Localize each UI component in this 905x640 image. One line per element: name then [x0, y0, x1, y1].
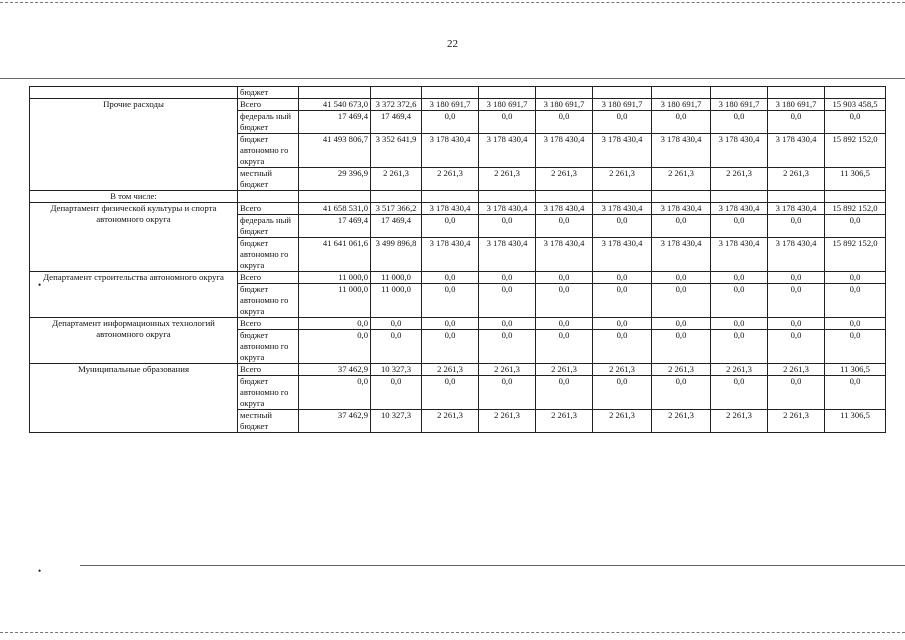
table-cell	[711, 191, 768, 203]
value-cell: 0,0	[536, 330, 593, 364]
source-cell: федераль ный бюджет	[238, 215, 299, 238]
source-cell: бюджет автономно го округа	[238, 376, 299, 410]
value-cell: 2 261,3	[768, 168, 825, 191]
source-cell: бюджет	[238, 87, 299, 99]
value-cell: 41 540 673,0	[299, 99, 371, 111]
program-name-cell: Прочие расходы	[30, 99, 238, 191]
source-cell: бюджет автономно го округа	[238, 238, 299, 272]
value-cell: 0,0	[479, 376, 536, 410]
value-cell: 0,0	[652, 376, 711, 410]
table-cell	[422, 191, 479, 203]
value-cell: 3 178 430,4	[768, 203, 825, 215]
value-cell: 0,0	[479, 330, 536, 364]
value-cell: 0,0	[593, 111, 652, 134]
value-cell: 0,0	[711, 330, 768, 364]
value-cell: 3 180 691,7	[768, 99, 825, 111]
source-cell: местный бюджет	[238, 410, 299, 433]
value-cell: 0,0	[825, 272, 886, 284]
value-cell: 3 178 430,4	[536, 203, 593, 215]
value-cell: 2 261,3	[536, 364, 593, 376]
value-cell: 0,0	[536, 111, 593, 134]
source-cell: бюджет автономно го округа	[238, 330, 299, 364]
value-cell: 11 000,0	[299, 272, 371, 284]
value-cell: 0,0	[422, 284, 479, 318]
value-cell: 0,0	[825, 284, 886, 318]
value-cell: 3 178 430,4	[536, 238, 593, 272]
value-cell: 2 261,3	[768, 410, 825, 433]
table-cell	[593, 87, 652, 99]
value-cell: 3 178 430,4	[711, 134, 768, 168]
value-cell: 11 000,0	[371, 272, 422, 284]
value-cell: 0,0	[593, 215, 652, 238]
top-scan-edge	[0, 2, 905, 3]
program-name-cell: Муниципальные образования	[30, 364, 238, 433]
value-cell: 3 372 372,6	[371, 99, 422, 111]
program-name-cell: Департамент строительства автономного округа	[30, 272, 238, 318]
value-cell: 11 306,5	[825, 410, 886, 433]
value-cell: 0,0	[371, 318, 422, 330]
value-cell: 0,0	[711, 376, 768, 410]
value-cell: 0,0	[593, 318, 652, 330]
source-cell: Всего	[238, 99, 299, 111]
value-cell: 11 000,0	[371, 284, 422, 318]
value-cell: 0,0	[711, 284, 768, 318]
table-row	[30, 203, 886, 215]
table-row	[30, 272, 886, 284]
value-cell: 15 892 152,0	[825, 203, 886, 215]
value-cell: 3 178 430,4	[711, 238, 768, 272]
value-cell: 41 493 806,7	[299, 134, 371, 168]
table-cell	[593, 191, 652, 203]
source-cell: Всего	[238, 203, 299, 215]
table-cell	[479, 191, 536, 203]
program-name-cell: Департамент физической культуры и спорта автономного округа	[30, 203, 238, 272]
table-cell	[711, 87, 768, 99]
table-row	[30, 87, 886, 99]
table-row	[30, 191, 886, 203]
table-cell	[536, 87, 593, 99]
value-cell: 0,0	[652, 330, 711, 364]
value-cell: 29 396,9	[299, 168, 371, 191]
table-cell	[479, 87, 536, 99]
value-cell: 3 178 430,4	[536, 134, 593, 168]
value-cell: 0,0	[422, 215, 479, 238]
table-cell	[299, 191, 371, 203]
table-cell	[652, 87, 711, 99]
program-name-cell: Департамент информационных технологий автономного округа	[30, 318, 238, 364]
value-cell: 0,0	[768, 284, 825, 318]
value-cell: 2 261,3	[593, 168, 652, 191]
value-cell: 15 892 152,0	[825, 238, 886, 272]
value-cell: 0,0	[652, 272, 711, 284]
source-cell: Всего	[238, 364, 299, 376]
value-cell: 0,0	[711, 111, 768, 134]
source-cell: бюджет автономно го округа	[238, 284, 299, 318]
value-cell: 0,0	[593, 376, 652, 410]
value-cell: 3 178 430,4	[593, 134, 652, 168]
value-cell: 0,0	[536, 272, 593, 284]
source-cell: Всего	[238, 318, 299, 330]
value-cell: 0,0	[825, 318, 886, 330]
value-cell: 41 641 061,6	[299, 238, 371, 272]
value-cell: 3 517 366,2	[371, 203, 422, 215]
value-cell: 0,0	[825, 215, 886, 238]
value-cell: 2 261,3	[711, 410, 768, 433]
value-cell: 0,0	[711, 215, 768, 238]
value-cell: 0,0	[299, 376, 371, 410]
footer-rule	[80, 565, 905, 566]
value-cell: 0,0	[768, 111, 825, 134]
subheader-cell: В том числе:	[30, 191, 238, 203]
value-cell: 3 178 430,4	[652, 203, 711, 215]
value-cell: 0,0	[479, 318, 536, 330]
table-row	[30, 364, 886, 376]
value-cell: 3 180 691,7	[479, 99, 536, 111]
value-cell: 2 261,3	[422, 168, 479, 191]
table-cell	[768, 87, 825, 99]
value-cell: 0,0	[422, 330, 479, 364]
value-cell: 37 462,9	[299, 410, 371, 433]
value-cell: 2 261,3	[479, 168, 536, 191]
value-cell: 2 261,3	[422, 364, 479, 376]
table-cell	[371, 87, 422, 99]
value-cell: 2 261,3	[711, 364, 768, 376]
table-cell	[238, 191, 299, 203]
value-cell: 0,0	[536, 376, 593, 410]
value-cell: 3 180 691,7	[711, 99, 768, 111]
value-cell: 3 178 430,4	[652, 238, 711, 272]
value-cell: 0,0	[422, 272, 479, 284]
value-cell: 3 178 430,4	[768, 134, 825, 168]
value-cell: 0,0	[768, 330, 825, 364]
value-cell: 0,0	[299, 330, 371, 364]
value-cell: 3 178 430,4	[479, 238, 536, 272]
value-cell: 0,0	[536, 318, 593, 330]
value-cell: 17 469,4	[299, 215, 371, 238]
table-cell	[299, 87, 371, 99]
value-cell: 0,0	[652, 284, 711, 318]
value-cell: 41 658 531,0	[299, 203, 371, 215]
value-cell: 3 178 430,4	[422, 203, 479, 215]
value-cell: 0,0	[479, 111, 536, 134]
value-cell: 10 327,3	[371, 410, 422, 433]
table-row	[30, 318, 886, 330]
value-cell: 0,0	[536, 215, 593, 238]
value-cell: 0,0	[593, 272, 652, 284]
value-cell: 2 261,3	[768, 364, 825, 376]
value-cell: 3 180 691,7	[536, 99, 593, 111]
value-cell: 3 178 430,4	[479, 134, 536, 168]
value-cell: 0,0	[652, 215, 711, 238]
value-cell: 2 261,3	[479, 410, 536, 433]
value-cell: 2 261,3	[711, 168, 768, 191]
value-cell: 0,0	[652, 111, 711, 134]
value-cell: 2 261,3	[593, 410, 652, 433]
table-cell	[825, 191, 886, 203]
value-cell: 3 499 896,8	[371, 238, 422, 272]
value-cell: 3 178 430,4	[422, 134, 479, 168]
value-cell: 0,0	[593, 330, 652, 364]
table-cell	[825, 87, 886, 99]
value-cell: 2 261,3	[593, 364, 652, 376]
value-cell: 3 178 430,4	[593, 203, 652, 215]
value-cell: 3 178 430,4	[768, 238, 825, 272]
value-cell: 3 178 430,4	[422, 238, 479, 272]
value-cell: 11 306,5	[825, 168, 886, 191]
value-cell: 15 892 152,0	[825, 134, 886, 168]
value-cell: 0,0	[536, 284, 593, 318]
value-cell: 17 469,4	[371, 111, 422, 134]
value-cell: 0,0	[299, 318, 371, 330]
table-cell	[422, 87, 479, 99]
table-cell	[768, 191, 825, 203]
source-cell: местный бюджет	[238, 168, 299, 191]
header-rule	[0, 78, 905, 79]
value-cell: 3 180 691,7	[652, 99, 711, 111]
table-row	[30, 99, 886, 111]
value-cell: 0,0	[825, 376, 886, 410]
table-cell	[30, 87, 238, 99]
page-number: 22	[447, 38, 458, 50]
table-cell	[536, 191, 593, 203]
value-cell: 10 327,3	[371, 364, 422, 376]
value-cell: 0,0	[711, 318, 768, 330]
value-cell: 2 261,3	[536, 410, 593, 433]
value-cell: 0,0	[593, 284, 652, 318]
source-cell: бюджет автономно го округа	[238, 134, 299, 168]
value-cell: 3 178 430,4	[711, 203, 768, 215]
value-cell: 0,0	[768, 272, 825, 284]
value-cell: 2 261,3	[536, 168, 593, 191]
value-cell: 0,0	[825, 330, 886, 364]
table-cell	[652, 191, 711, 203]
value-cell: 3 352 641,9	[371, 134, 422, 168]
value-cell: 17 469,4	[299, 111, 371, 134]
bottom-scan-edge	[0, 632, 905, 633]
value-cell: 0,0	[711, 272, 768, 284]
source-cell: Всего	[238, 272, 299, 284]
value-cell: 11 000,0	[299, 284, 371, 318]
value-cell: 0,0	[371, 376, 422, 410]
value-cell: 0,0	[768, 376, 825, 410]
value-cell: 3 180 691,7	[593, 99, 652, 111]
budget-table	[29, 86, 886, 433]
table-cell	[371, 191, 422, 203]
value-cell: 15 903 458,5	[825, 99, 886, 111]
value-cell: 2 261,3	[371, 168, 422, 191]
value-cell: 2 261,3	[479, 364, 536, 376]
value-cell: 0,0	[768, 215, 825, 238]
value-cell: 2 261,3	[422, 410, 479, 433]
value-cell: 0,0	[422, 111, 479, 134]
value-cell: 0,0	[479, 215, 536, 238]
value-cell: 17 469,4	[371, 215, 422, 238]
value-cell: 3 178 430,4	[652, 134, 711, 168]
stray-mark: •	[38, 566, 42, 576]
value-cell: 0,0	[768, 318, 825, 330]
value-cell: 0,0	[422, 376, 479, 410]
value-cell: 0,0	[479, 284, 536, 318]
value-cell: 3 178 430,4	[593, 238, 652, 272]
value-cell: 2 261,3	[652, 168, 711, 191]
value-cell: 2 261,3	[652, 364, 711, 376]
value-cell: 3 178 430,4	[479, 203, 536, 215]
value-cell: 0,0	[825, 111, 886, 134]
value-cell: 0,0	[479, 272, 536, 284]
stray-mark: •	[38, 280, 42, 290]
value-cell: 11 306,5	[825, 364, 886, 376]
value-cell: 0,0	[371, 330, 422, 364]
value-cell: 0,0	[422, 318, 479, 330]
source-cell: федераль ный бюджет	[238, 111, 299, 134]
value-cell: 0,0	[652, 318, 711, 330]
value-cell: 3 180 691,7	[422, 99, 479, 111]
value-cell: 37 462,9	[299, 364, 371, 376]
value-cell: 2 261,3	[652, 410, 711, 433]
